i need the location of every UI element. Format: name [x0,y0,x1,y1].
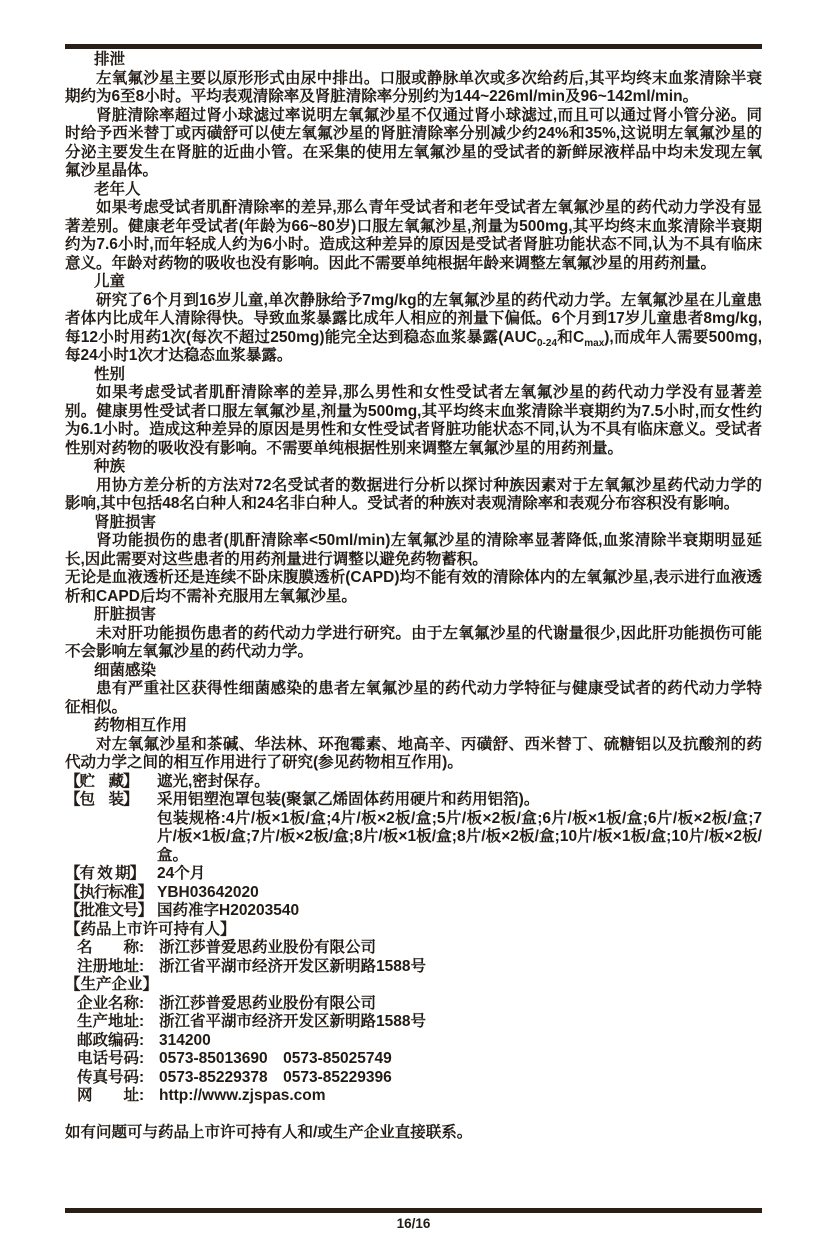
field-key: 电话号码: [77,1050,145,1067]
entry-label: 【有 效 期】 [65,865,145,882]
field-key: 生产地址: [77,1013,145,1030]
section-race [65,458,762,514]
manufacturer-address-row [65,1013,762,1032]
section-elderly [65,181,762,274]
page-number: 16/16 [396,1216,431,1231]
paragraph [65,292,762,366]
paragraph: 如果考虑受试者肌酐清除率的差异,那么青年受试者和老年受试者左氧氟沙星的药代动力学没有显著差别。健康老年受试者(年龄为66~80岁)口服左氧氟沙星,剂量为500mg,其平均终末血浆清除半衰期约为7.6小时,而年轻成人约为6小时。造成这种差异的原因是受试者肾脏功能状态不同,认为不具有临床意义。年龄对药物的吸收也没有影响。因此不需要单纯根据年龄来调整左氧氟沙星的用药剂量。 [65,199,762,272]
field-key: 名 称: [77,939,145,956]
section-drug-interactions [65,717,762,773]
field-key: 网 址: [77,1087,145,1104]
section-gender [65,366,762,459]
entry-packaging [65,791,762,865]
subscript-auc-range: 0-24 [536,337,557,349]
manufacturer-website-row [65,1087,762,1106]
website-url: http://www.zjspas.com [159,1087,326,1104]
paragraph-text: 研究了6个月到16岁儿童,单次静脉给予7mg/kg的左氧氟沙星的药代动力学。左氧氟沙星在儿童患者体内比成年人清除得快。导致血浆暴露比成年人相应的剂量下偏低。6个月到17岁儿童患者8mg/kg,每12小时用药1次(每次不超过250mg)能完全达到稳态血浆暴露(AUC [65,291,762,346]
paragraph-text: 和C [557,328,585,346]
section-heading: 老年人 [94,180,141,198]
holder-address-row [65,958,762,977]
field-key: 注册地址: [77,957,145,975]
field-key: 邮政编码: [77,1031,145,1049]
packaging-description: 采用铝塑泡罩包装(聚氯乙烯固体药用硬片和药用铝箔)。 [157,791,540,808]
entry-label: 【执行标准】 [65,883,153,901]
packaging-specs: 包装规格:4片/板×1板/盒;4片/板×2板/盒;5片/板×2板/盒;6片/板×1板/盒;6片/板×2板/盒;7片/板×1板/盒;7片/板×2板/盒;8片/板×1板/盒;8片/板×2板/盒;10片/板×1板/盒;10片/板×2板/盒。 [157,809,762,864]
bottom-rule [65,1208,762,1213]
footer-note: 如有问题可与药品上市许可持有人和/或生产企业直接联系。 [65,1123,473,1141]
section-heading: 种族 [94,458,126,475]
entry-value: 遮光,密封保存。 [157,772,270,790]
paragraph: 对左氧氟沙星和茶碱、华法林、环孢霉素、地高辛、丙磺舒、西米替丁、硫糖铝以及抗酸剂的药代动力学之间的相互作用进行了研究(参见药物相互作用)。 [65,735,762,771]
field-value: 0573-85013690 0573-85025749 [159,1050,392,1067]
field-key: 传真号码: [77,1068,145,1086]
section-heading: 性别 [94,365,126,383]
paragraph: 无论是血液透析还是连续不卧床腹膜透析(CAPD)均不能有效的清除体内的左氧氟沙星,表示进行血液透析和CAPD后均不需补充服用左氧氟沙星。 [65,569,762,605]
entry-storage [65,773,762,792]
section-hepatic-impairment [65,606,762,662]
field-value: 浙江省平湖市经济开发区新明路1588号 [159,1013,426,1030]
entry-manufacturer [65,976,762,1106]
section-excretion [65,51,762,181]
manufacturer-fax-row [65,1069,762,1088]
manufacturer-name-row [65,995,762,1014]
paragraph: 用协方差分析的方法对72名受试者的数据进行分析以探讨种族因素对于左氧氟沙星药代动力学的影响,其中包括48名白种人和24名非白种人。受试者的种族对表观清除率和表观分布容积没有影响。 [65,476,762,512]
paragraph: 如果考虑受试者肌酐清除率的差异,那么男性和女性受试者左氧氟沙星的药代动力学没有显著差别。健康男性受试者口服左氧氟沙星,剂量为500mg,其平均终末血浆清除半衰期约为7.5小时,而女性约为6.1小时。造成这种差异的原因是男性和女性受试者肾脏功能状态不同,认为不具有临床意义。受试者性别对药物的吸收没有影响。不需要单纯根据性别来调整左氧氟沙星的用药剂量。 [65,384,762,457]
entry-label: 【贮 藏】 [65,772,138,790]
entry-value: 24个月 [157,865,206,882]
paragraph: 患有严重社区获得性细菌感染的患者左氧氟沙星的药代动力学特征与健康受试者的药代动力学特征相似。 [65,680,762,716]
field-value: 0573-85229378 0573-85229396 [159,1068,392,1086]
paragraph: 未对肝功能损伤患者的药代动力学进行研究。由于左氧氟沙星的代谢量很少,因此肝功能损伤可能不会影响左氧氟沙星的药代动力学。 [65,624,762,660]
field-key: 企业名称: [77,994,145,1012]
entry-approval-number [65,902,762,921]
manufacturer-phone-row [65,1050,762,1069]
section-heading: 细菌感染 [94,661,157,679]
section-heading: 肝脏损害 [94,606,157,623]
manufacturer-postcode-row [65,1032,762,1051]
paragraph: 肾脏清除率超过肾小球滤过率说明左氧氟沙星不仅通过肾小球滤过,而且可以通过肾小管分泌。同时给予西米替丁或丙磺舒可以使左氧氟沙星的肾脏清除率分别减少约24%和35%,这说明左氧氟沙星的分泌主要发生在肾脏的近曲小管。在采集的使用左氧氟沙星的受试者的新鲜尿液样品中均未发现左氧氟沙星晶体。 [65,106,762,179]
section-bacterial-infection [65,662,762,718]
entry-label: 【包 装】 [65,791,138,808]
paragraph: 左氧氟沙星主要以原形形式由尿中排出。口服或静脉单次或多次给药后,其平均终末血浆清除半衰期约为6至8小时。平均表观清除率及肾脏清除率分别约为144~226ml/min及96~142ml/min。 [65,69,762,105]
section-heading: 药物相互作用 [94,717,188,734]
entry-label: 【生产企业】 [65,976,159,993]
subscript-cmax: max [584,337,605,349]
section-renal-impairment [65,514,762,607]
entry-validity-period [65,865,762,884]
section-heading: 肾脏损害 [94,513,157,531]
entry-label: 【批准文号】 [65,902,153,919]
page-content [65,51,762,1142]
section-heading: 排泄 [94,51,126,68]
holder-name-row [65,939,762,958]
paragraph-text: ),而成年人需要500mg,每24小时1次才达稳态血浆暴露。 [65,328,763,364]
field-value: 314200 [159,1031,211,1049]
field-value: 浙江莎普爱思药业股份有限公司 [159,994,377,1012]
entry-value [157,791,762,865]
field-value: 浙江省平湖市经济开发区新明路1588号 [159,957,426,975]
field-value: 浙江莎普爱思药业股份有限公司 [159,939,377,956]
section-children [65,273,762,366]
entry-value: 国药准字H20203540 [157,902,300,919]
paragraph: 肾功能损伤的患者(肌酐清除率<50ml/min)左氧氟沙星的清除率显著降低,血浆清除半衰期明显延长,因此需要对这些患者的用药剂量进行调整以避免药物蓄积。 [65,532,762,568]
entry-label: 【药品上市许可持有人】 [65,920,236,938]
section-heading: 儿童 [94,273,126,290]
entry-execution-standard [65,884,762,903]
entry-value: YBH03642020 [157,883,259,901]
entry-marketing-authorization-holder [65,921,762,977]
top-rule [65,44,762,49]
